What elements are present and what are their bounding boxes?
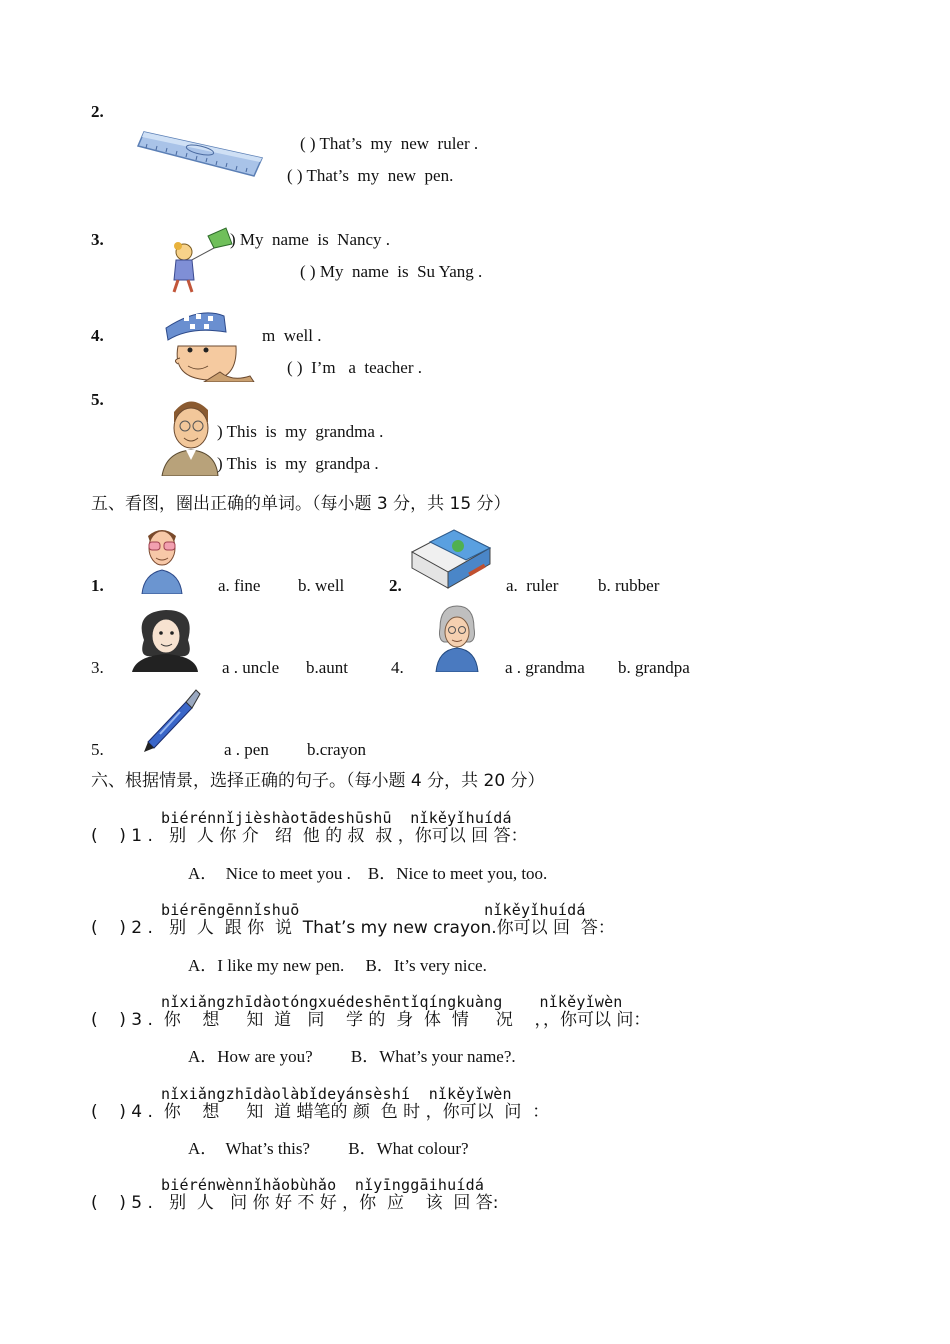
answer-option: ( ) My name is Su Yang . [300, 262, 483, 281]
section-title: 六、根据情景，选择正确的句子。（每小题 4 分，共 20 分） [91, 771, 545, 791]
question-number: 3. [91, 230, 104, 249]
rubber-picture [408, 526, 492, 592]
girl-with-kite-picture [166, 226, 236, 298]
answer-option: m well . [262, 326, 322, 345]
pinyin-line: biérénwènnǐhǎobùhǎo nǐyīnggāihuídá [161, 1176, 485, 1194]
question-number: 4. [391, 658, 404, 677]
question-line: ( ) 2 . 别 人 跟 你 说 That’s my new crayon.你可以 回 答： [91, 918, 615, 938]
option-b: b.crayon [307, 740, 367, 759]
question-number: 2. [389, 576, 402, 595]
grandpa-picture [160, 392, 220, 476]
question-number: 4. [91, 326, 104, 345]
answer-option: ( ) That’s my new pen. [287, 166, 454, 185]
man-picture [140, 522, 184, 594]
option-b: b. grandpa [618, 658, 690, 677]
pinyin-line: biérēngēnnǐshuō nǐkěyǐhuídá [161, 901, 586, 919]
answer-option: ) This is my grandma . [217, 422, 384, 441]
option-a: a. fine [218, 576, 261, 595]
answer-option: ) This is my grandpa . [217, 454, 379, 473]
answer-options: A． What’s this? B．What colour? [188, 1139, 469, 1158]
grandma-picture [434, 604, 480, 672]
question-number: 3. [91, 658, 104, 677]
question-line: ( ) 3 . 你 想 知 道 同 学 的 身 体 情 况 ，，你可以 问： [91, 1010, 651, 1030]
ruler-picture [136, 128, 264, 180]
option-a: a . grandma [505, 658, 585, 677]
pen-picture [140, 688, 202, 754]
answer-options: A．How are you? B．What’s your name?. [188, 1047, 516, 1066]
answer-options: A． Nice to meet you . B．Nice to meet you, too. [188, 864, 548, 883]
option-b: b. rubber [598, 576, 660, 595]
question-number: 5. [91, 390, 104, 409]
question-line: ( ) 4 . 你 想 知 道 蜡笔的 颜 色 时 ，你可以 问 ： [91, 1102, 550, 1122]
answer-option: ( ) I’m a teacher . [287, 358, 422, 377]
aunt-picture [122, 606, 214, 672]
pinyin-line: nǐxiǎngzhīdàotóngxuédeshēntǐqíngkuàng nǐkěyǐwèn [161, 993, 623, 1011]
question-number: 5. [91, 740, 104, 759]
answer-option: ( ) That’s my new ruler . [300, 134, 479, 153]
option-b: b. well [298, 576, 345, 595]
option-b: b.aunt [306, 658, 349, 677]
option-a: a. ruler [506, 576, 559, 595]
question-number: 1. [91, 576, 104, 595]
answer-option: ) My name is Nancy . [230, 230, 391, 249]
option-a: a . uncle [222, 658, 280, 677]
pinyin-line: biérénnǐjièshàotādeshūshū nǐkěyǐhuídá [161, 809, 512, 827]
question-line: ( ) 1 . 别 人 你 介 绍 他 的 叔 叔 ，你可以 回 答： [91, 826, 528, 846]
section-title: 五、看图，圈出正确的单词。（每小题 3 分，共 15 分） [91, 494, 511, 514]
question-number: 2. [91, 102, 104, 121]
answer-options: A．I like my new pen. B．It’s very nice. [188, 956, 487, 975]
option-a: a . pen [224, 740, 269, 759]
question-line: ( ) 5 . 别 人 问 你 好 不 好 ，你 应 该 回 答: [91, 1193, 499, 1213]
pinyin-line: nǐxiǎngzhīdàolàbǐdeyánsèshí nǐkěyǐwèn [161, 1085, 512, 1103]
man-with-cap-picture [160, 306, 256, 382]
